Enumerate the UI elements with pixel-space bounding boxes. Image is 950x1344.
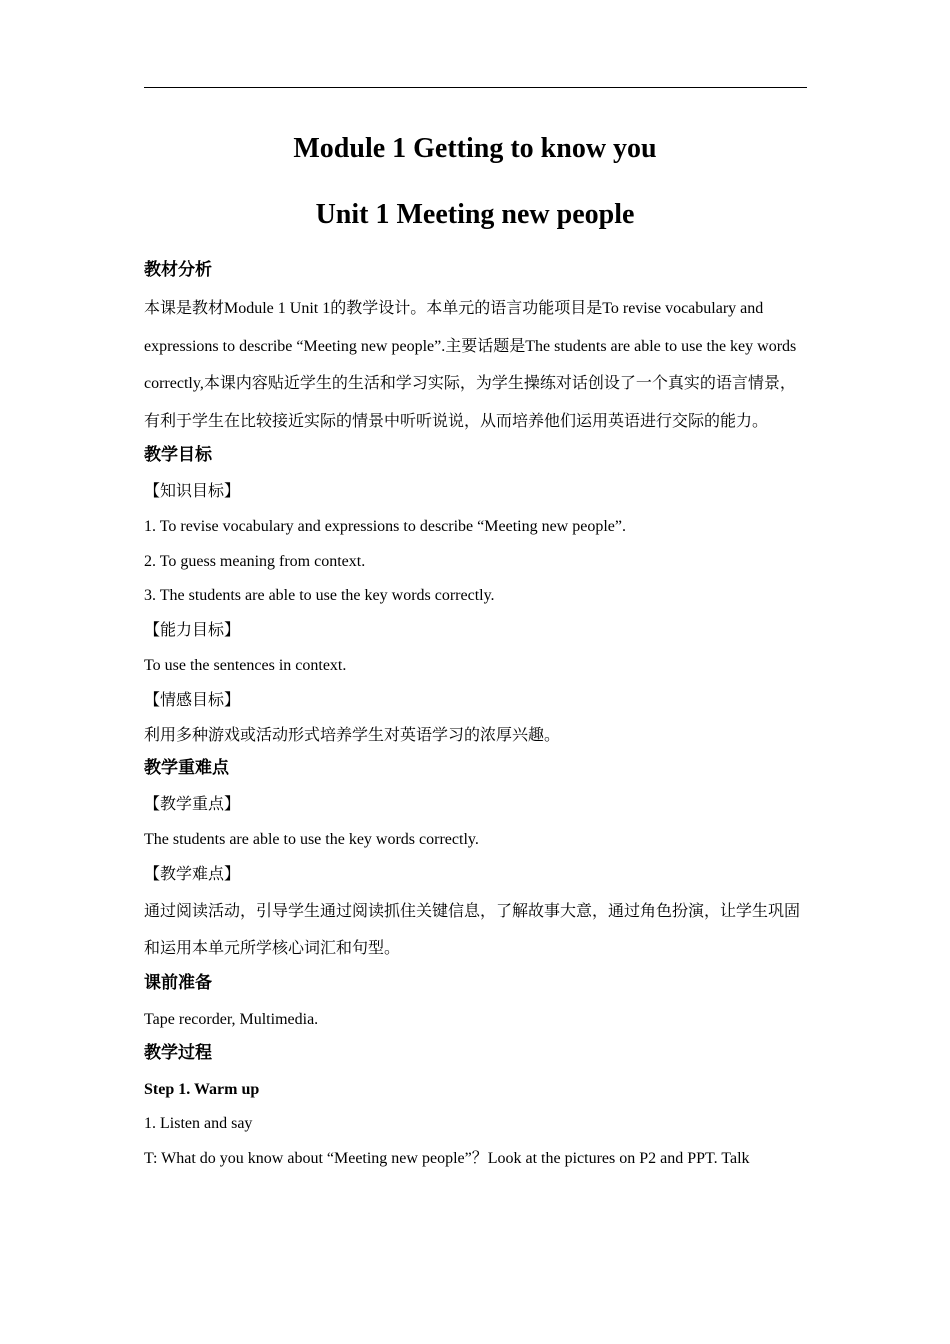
knowledge-objective-item-3: 3. The students are able to use the key words correctly. <box>144 587 495 605</box>
document-body <box>144 255 807 1177</box>
section-heading-analysis: 教材分析 <box>144 260 212 280</box>
emotion-objective-label: 【情感目标】 <box>144 691 241 709</box>
analysis-paragraph: 本课是教材Module 1 Unit 1的教学设计。本单元的语言功能项目是To revise vocabulary and expressions to describe “Meeting new people”.主要话题是The students are able to use the key words correctly,本课内容贴近学生的生活和学习实际，为学生操练对话创设了一个真实的语言情景，有利于学生在比较接近实际的情景中听听说说，从而培养他们运用英语进行交际的能力。 <box>144 300 797 430</box>
teaching-difficulty-label: 【教学难点】 <box>144 865 241 883</box>
module-title: Module 1 Getting to know you <box>293 133 657 164</box>
knowledge-objective-item-2: 2. To guess meaning from context. <box>144 552 366 570</box>
knowledge-objective-item-1: 1. To revise vocabulary and expressions to describe “Meeting new people”. <box>144 517 626 535</box>
emotion-objective-text: 利用多种游戏或活动形式培养学生对英语学习的浓厚兴趣。 <box>144 726 561 744</box>
step-1-item-1: 1. Listen and say <box>144 1115 253 1133</box>
section-heading-objectives: 教学目标 <box>144 445 212 465</box>
ability-objective-label: 【能力目标】 <box>144 622 241 640</box>
teaching-focus-text: The students are able to use the key words correctly. <box>144 831 479 849</box>
section-heading-keypoints: 教学重难点 <box>144 758 229 779</box>
teaching-focus-label: 【教学重点】 <box>144 796 241 814</box>
header-rule <box>144 87 807 88</box>
section-heading-preparation: 课前准备 <box>144 972 212 993</box>
step-1-title: Step 1. Warm up <box>144 1080 260 1098</box>
preparation-text: Tape recorder, Multimedia. <box>144 1010 319 1028</box>
unit-title: Unit 1 Meeting new people <box>315 199 635 230</box>
section-heading-process: 教学过程 <box>144 1042 212 1063</box>
knowledge-objective-label: 【知识目标】 <box>144 483 241 500</box>
teacher-dialogue-line: T: What do you know about “Meeting new people”？Look at the pictures on P2 and PPT. Talk <box>144 1150 750 1168</box>
ability-objective-text: To use the sentences in context. <box>144 656 347 674</box>
teaching-difficulty-text: 通过阅读活动，引导学生通过阅读抓住关键信息，了解故事大意，通过角色扮演，让学生巩固和运用本单元所学核心词汇和句型。 <box>144 902 801 958</box>
